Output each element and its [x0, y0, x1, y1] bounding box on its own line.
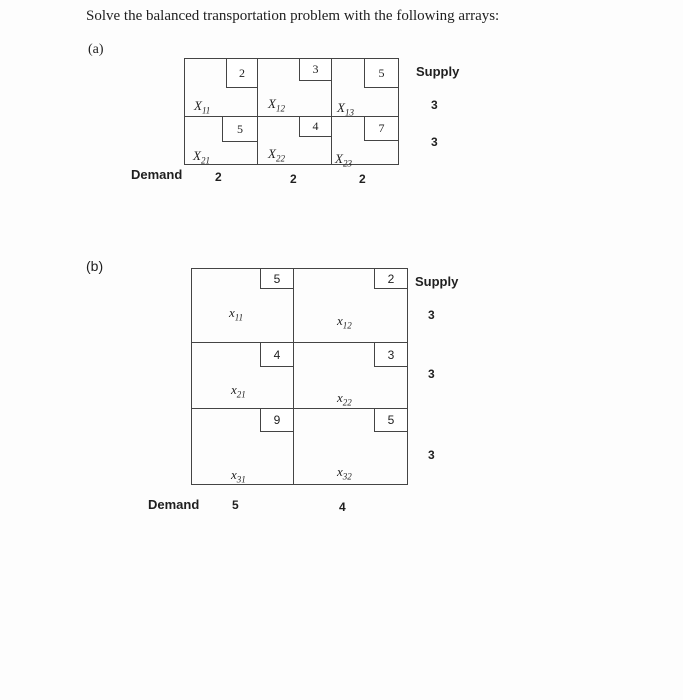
cost-a-r2-c1: 5	[222, 116, 258, 142]
cost-b-r2-c2: 3	[374, 342, 408, 367]
supply-label-a: Supply	[416, 64, 460, 79]
cost-b-r1-c1: 5	[260, 268, 294, 289]
supply-a-2: 3	[431, 135, 438, 149]
supply-b-3: 3	[428, 448, 435, 462]
cost-a-r1-c1: 2	[226, 58, 258, 88]
cost-b-r1-c2: 2	[374, 268, 408, 289]
var-a-x22: $X_{22}$	[268, 146, 285, 164]
cost-a-r1-c3: 5	[364, 58, 399, 88]
cost-b-r3-c2: 5	[374, 408, 408, 432]
demand-b-1: 5	[232, 498, 239, 512]
var-a-x23: $X_{23}$	[335, 151, 352, 169]
var-a-x11: $X_{11}$	[194, 98, 211, 116]
cost-b-r2-c1: 4	[260, 342, 294, 367]
supply-label-b: Supply	[415, 274, 459, 289]
supply-b-2: 3	[428, 367, 435, 381]
demand-a-2: 2	[290, 172, 297, 186]
var-a-x21: $X_{21}$	[193, 148, 210, 166]
cost-a-r1-c2: 3	[299, 58, 332, 81]
demand-label-a: Demand	[131, 167, 183, 182]
demand-label-b: Demand	[148, 497, 200, 512]
supply-b-1: 3	[428, 308, 435, 322]
cost-a-r2-c2: 4	[299, 116, 332, 137]
cost-b-r3-c1: 9	[260, 408, 294, 432]
demand-a-3: 2	[359, 172, 366, 186]
table-b-border-right	[407, 268, 408, 485]
var-b-x32: $x_{32}$	[337, 464, 352, 482]
table-b-col-divider	[293, 268, 294, 485]
table-a-border-left	[184, 58, 185, 165]
var-a-x12: $X_{12}$	[268, 96, 285, 114]
var-b-x22: $x_{22}$	[337, 390, 352, 408]
demand-a-1: 2	[215, 170, 222, 184]
table-b-border-bottom	[191, 484, 408, 485]
demand-b-2: 4	[339, 500, 346, 514]
problem-title: Solve the balanced transportation problem with the following arrays:	[86, 8, 500, 24]
table-b-border-left	[191, 268, 192, 485]
var-a-x13: $X_{13}$	[337, 100, 354, 118]
part-a-label: (a)	[88, 42, 104, 57]
supply-a-1: 3	[431, 98, 438, 112]
var-b-x12: $x_{12}$	[337, 313, 352, 331]
var-b-x31: $x_{31}$	[231, 467, 246, 485]
part-b-label: (b)	[86, 258, 104, 274]
table-a-border-bottom	[184, 164, 399, 165]
var-b-x21: $x_{21}$	[231, 382, 246, 400]
cost-a-r2-c3: 7	[364, 116, 399, 141]
var-b-x11: $x_{11}$	[229, 305, 244, 323]
